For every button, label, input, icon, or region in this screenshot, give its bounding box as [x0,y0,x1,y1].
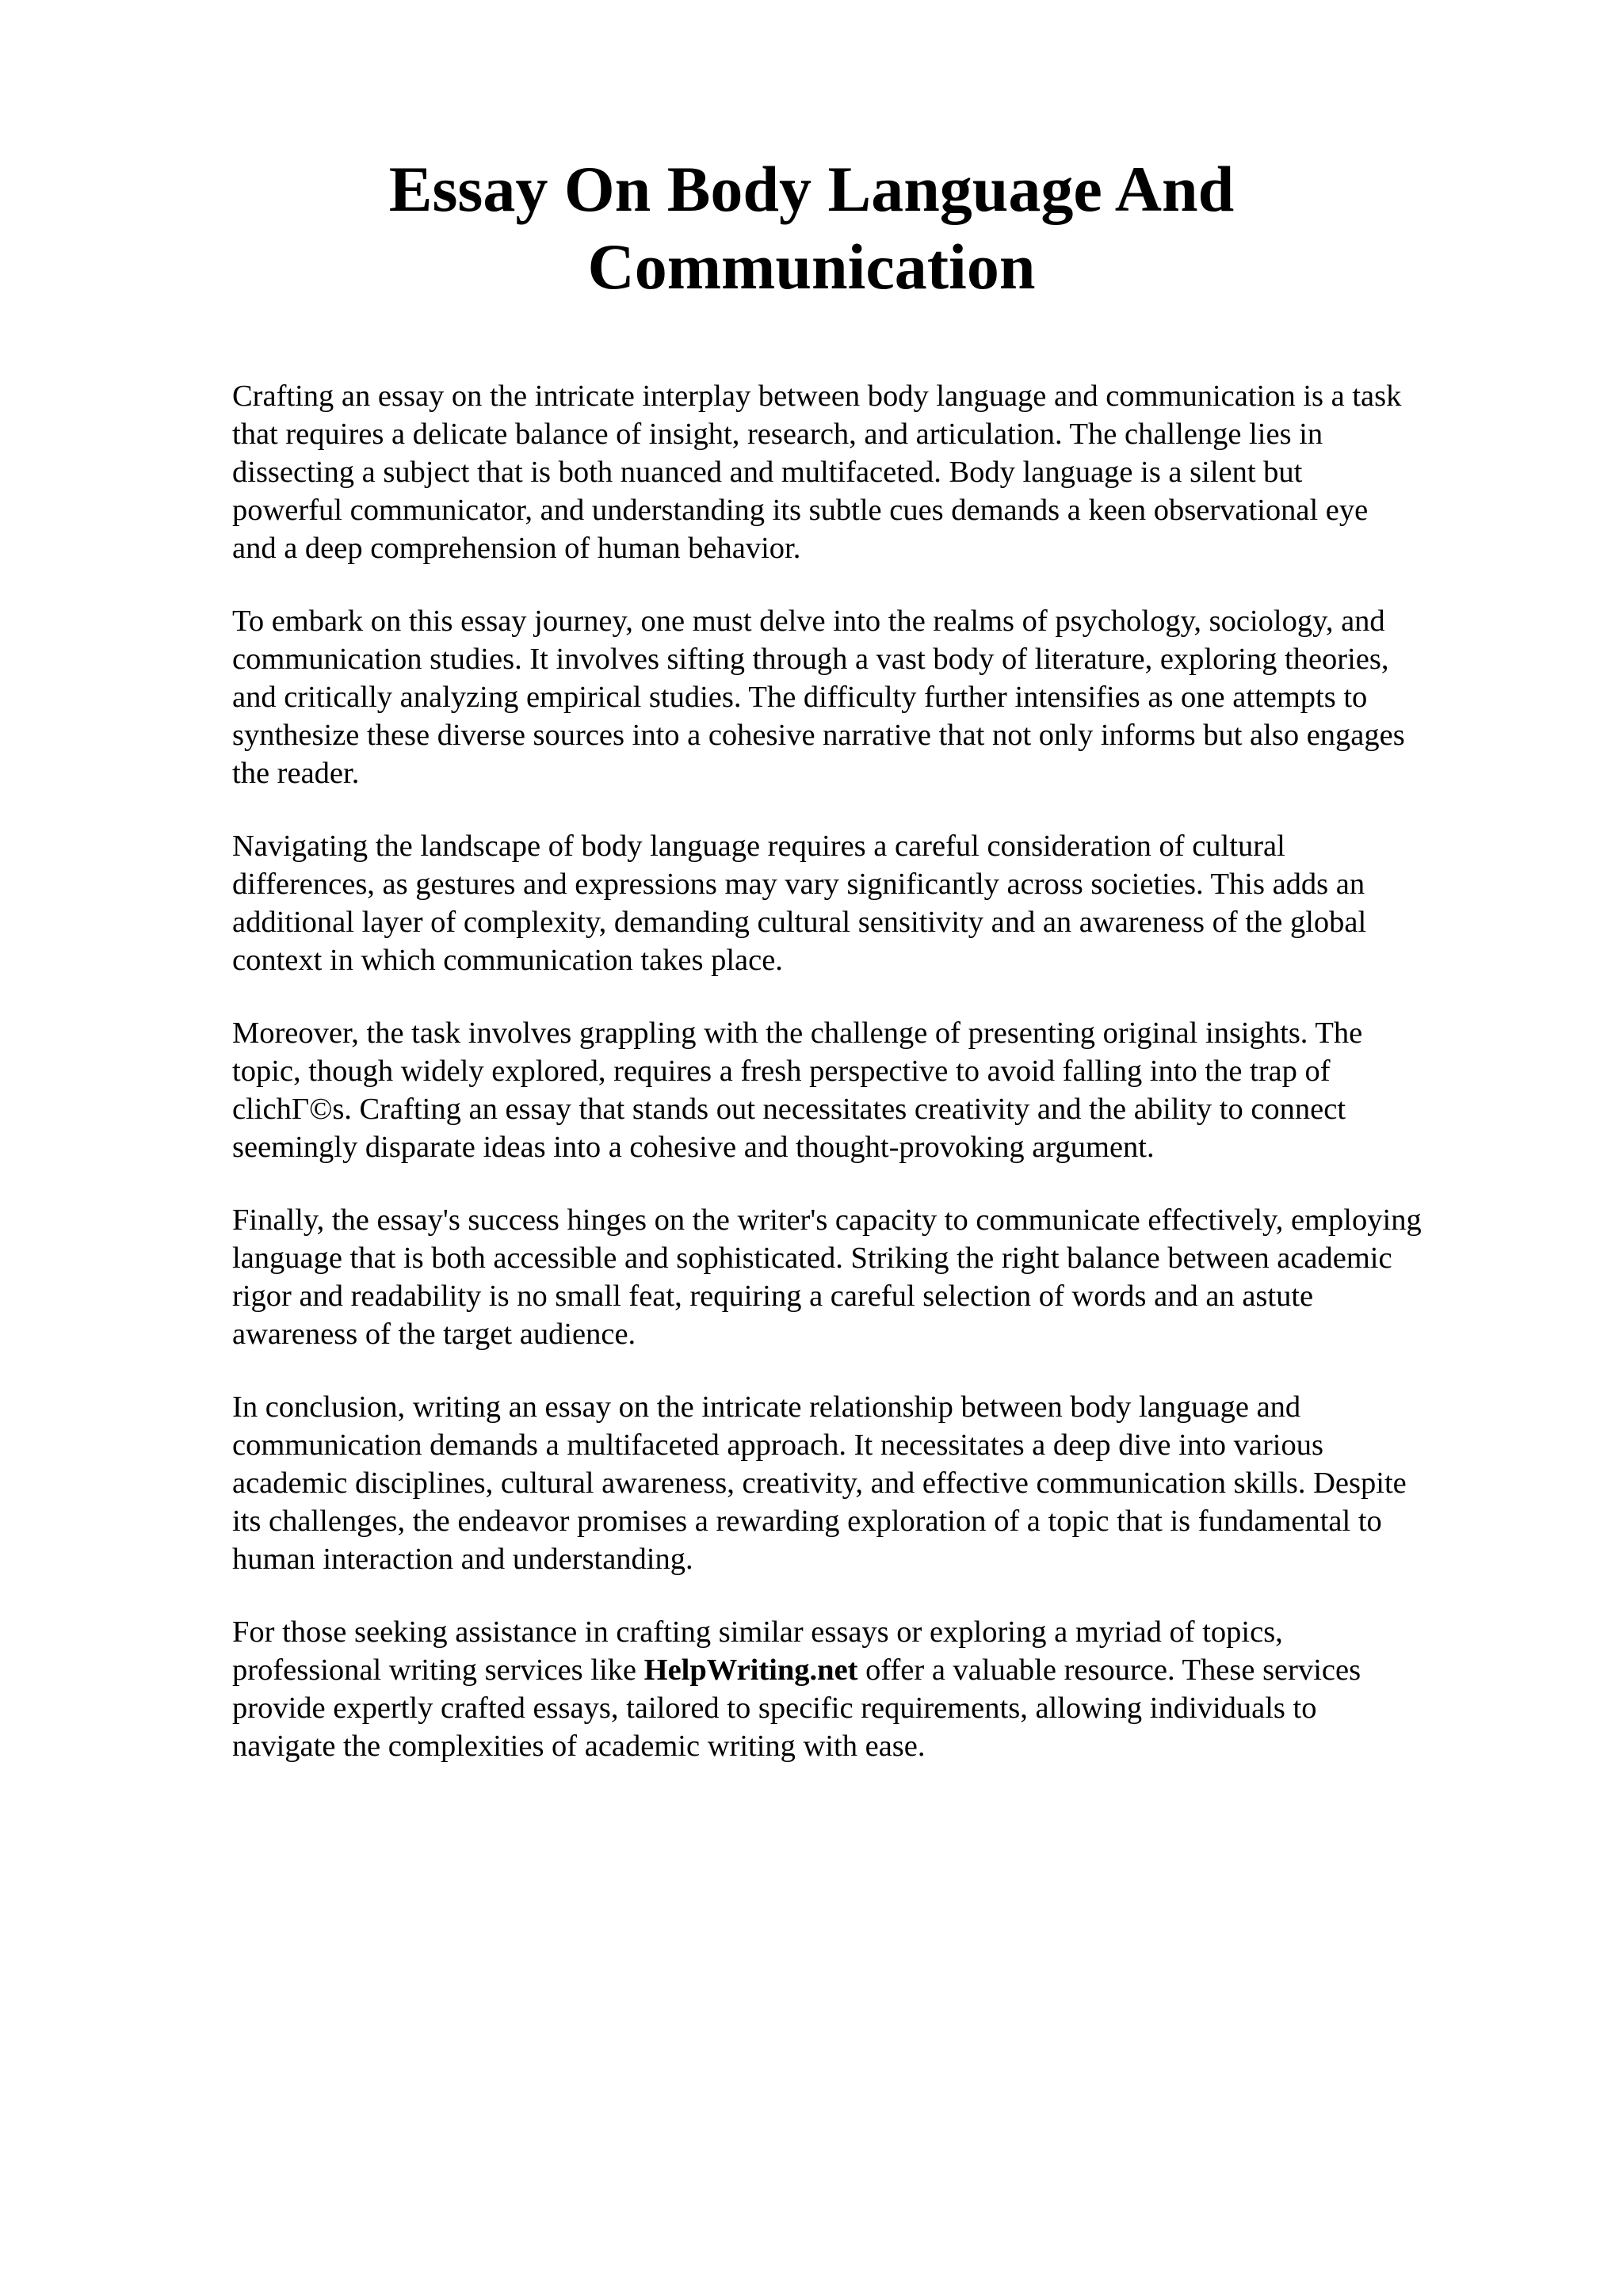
text-line: additional layer of complexity, demanding cultural sensitivity and an awareness of the global [232,906,1367,939]
text-line: clichΓ©s. Crafting an essay that stands out necessitates creativity and the ability to connect [232,1093,1346,1126]
text-line: context in which communication takes place. [232,944,783,977]
text-line: synthesize these diverse sources into a cohesive narrative that not only informs but also engages [232,719,1405,752]
text-line: communication studies. It involves sifting through a vast body of literature, exploring theories, [232,643,1389,676]
text-line: Navigating the landscape of body language requires a careful consideration of cultural [232,830,1285,863]
closing-paragraph [232,1613,1579,1765]
page-title [0,151,1623,306]
paragraph-1 [232,377,1579,567]
paragraph-6 [232,1388,1579,1578]
page-title-line: Essay On Body Language And [388,153,1235,225]
text-line: seemingly disparate ideas into a cohesive and thought-provoking argument. [232,1131,1155,1164]
text-line: language that is both accessible and sophisticated. Striking the right balance between academic [232,1241,1392,1275]
text-line: differences, as gestures and expressions may vary significantly across societies. This adds an [232,868,1365,901]
text-line: For those seeking assistance in crafting similar essays or exploring a myriad of topics, [232,1615,1283,1649]
text-line: and a deep comprehension of human behavior. [232,532,801,565]
text-line: Moreover, the task involves grappling with the challenge of presenting original insights. The [232,1016,1363,1050]
text-line: awareness of the target audience. [232,1318,636,1351]
text-line: that requires a delicate balance of insight, research, and articulation. The challenge lies in [232,418,1323,451]
text-line: its challenges, the endeavor promises a rewarding exploration of a topic that is fundamental to [232,1505,1382,1538]
text-line: topic, though widely explored, requires a fresh perspective to avoid falling into the trap of [232,1055,1331,1088]
text-line: To embark on this essay journey, one must delve into the realms of psychology, sociology, and [232,605,1385,638]
text-line [232,1651,1579,1689]
text-line: navigate the complexities of academic writing with ease. [232,1730,926,1763]
text-line: powerful communicator, and understanding its subtle cues demands a keen observational eye [232,494,1369,527]
text-line: academic disciplines, cultural awareness, creativity, and effective communication skills. Despite [232,1466,1407,1500]
text-line: human interaction and understanding. [232,1543,693,1576]
text-line: dissecting a subject that is both nuanced and multifaceted. Body language is a silent but [232,456,1303,489]
text-line: Crafting an essay on the intricate interplay between body language and communication is a task [232,379,1402,413]
paragraph-3 [232,827,1579,979]
text-line: communication demands a multifaceted approach. It necessitates a deep dive into various [232,1428,1323,1462]
text-line: Finally, the essay's success hinges on the writer's capacity to communicate effectively, employing [232,1203,1422,1237]
text-segment: offer a valuable resource. These services [857,1653,1361,1687]
essay-body [232,377,1579,1800]
text-segment: professional writing services like [232,1653,644,1687]
paragraph-4 [232,1014,1579,1166]
text-line: rigor and readability is no small feat, requiring a careful selection of words and an astute [232,1280,1314,1313]
paragraph-2 [232,602,1579,792]
text-line: provide expertly crafted essays, tailored to specific requirements, allowing individuals to [232,1691,1317,1725]
brand-name: HelpWriting.net [643,1653,858,1687]
paragraph-5 [232,1201,1579,1353]
text-line: the reader. [232,757,360,790]
text-line: In conclusion, writing an essay on the intricate relationship between body language and [232,1390,1301,1424]
text-line: and critically analyzing empirical studies. The difficulty further intensifies as one attempts to [232,681,1368,714]
page-title-line: Communication [587,231,1036,303]
